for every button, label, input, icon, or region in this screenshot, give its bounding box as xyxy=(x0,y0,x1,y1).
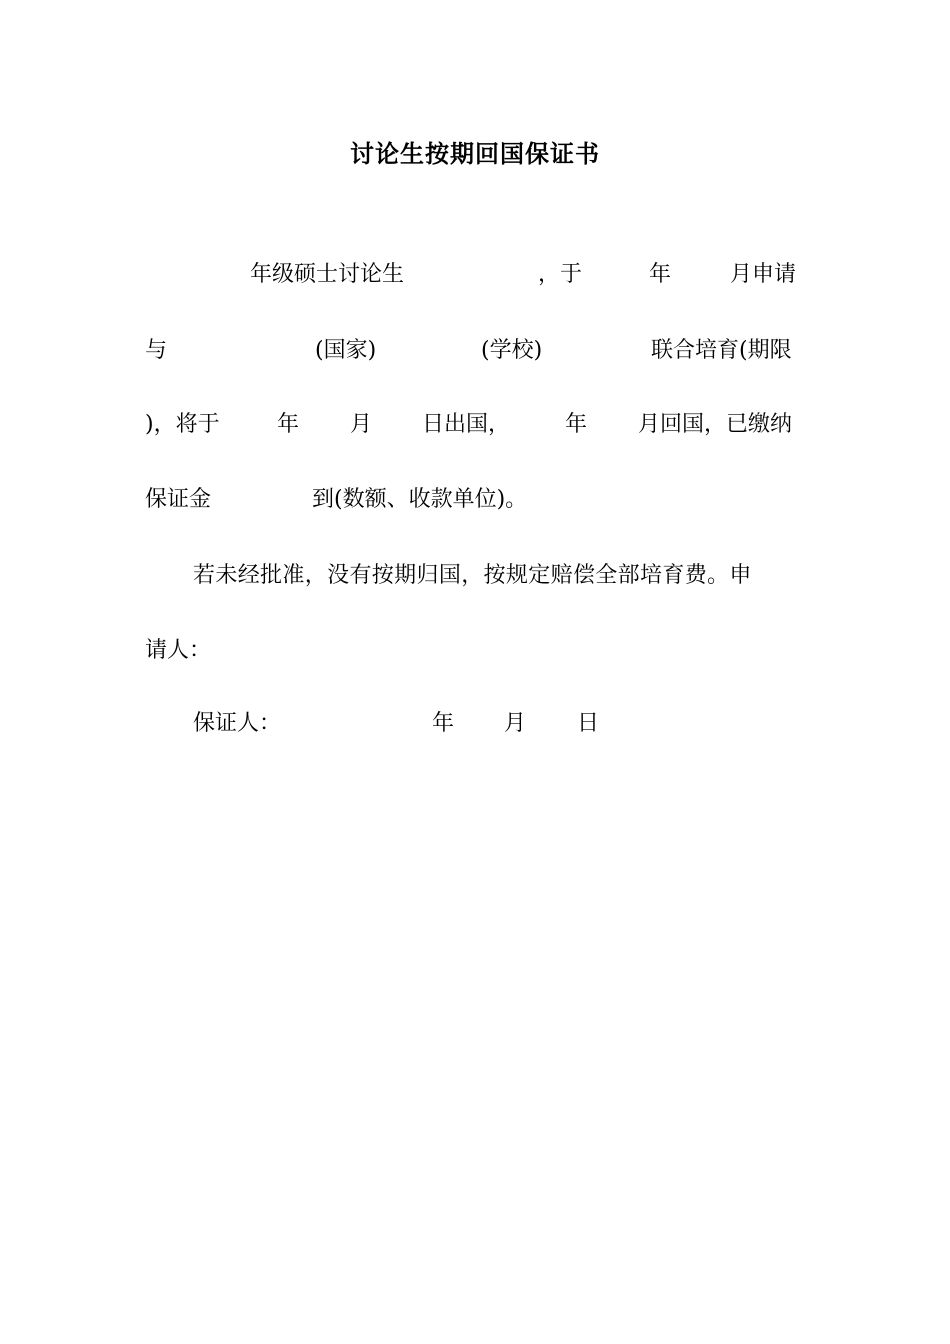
paragraph-line-7 xyxy=(0,709,950,739)
deposit-text: 保证金 xyxy=(145,487,212,512)
sign-day-text: 日 xyxy=(577,711,600,736)
depart-month-text: 月 xyxy=(350,412,373,437)
with-text: 与 xyxy=(145,338,168,363)
depart-day-text: 日出国， xyxy=(422,412,511,437)
sign-month-text: 月 xyxy=(504,711,527,736)
applicant-label: 请人： xyxy=(145,638,212,663)
compensation-clause-text: 若未经批准，没有按期归国，按规定赔偿全部培育费。申 xyxy=(193,563,752,588)
paragraph-line-2 xyxy=(0,336,950,366)
year-text: 年 xyxy=(649,262,672,287)
sign-year-text: 年 xyxy=(432,711,455,736)
will-on-text: )，将于 xyxy=(145,412,220,437)
school-text: (学校) xyxy=(481,338,543,363)
paragraph-line-6 xyxy=(0,636,950,666)
paragraph-line-4 xyxy=(0,485,950,515)
month-apply-text: 月申请 xyxy=(730,262,797,287)
country-text: (国家) xyxy=(315,338,377,363)
paragraph-line-3 xyxy=(0,410,950,440)
paragraph-line-1 xyxy=(0,260,950,290)
guarantor-label: 保证人： xyxy=(193,711,282,736)
depart-year-text: 年 xyxy=(277,412,300,437)
document-title: 讨论生按期回国保证书 xyxy=(350,139,600,168)
grade-student-text: 年级硕士讨论生 xyxy=(250,262,405,287)
paragraph-line-5 xyxy=(0,561,950,591)
return-month-text: 月回国，已缴纳 xyxy=(638,412,793,437)
apply-on-text: ，于 xyxy=(538,262,583,287)
joint-training-text: 联合培育(期限 xyxy=(651,338,792,363)
return-year-text: 年 xyxy=(565,412,588,437)
deposit-detail-text: 到(数额、收款单位)。 xyxy=(312,487,528,512)
